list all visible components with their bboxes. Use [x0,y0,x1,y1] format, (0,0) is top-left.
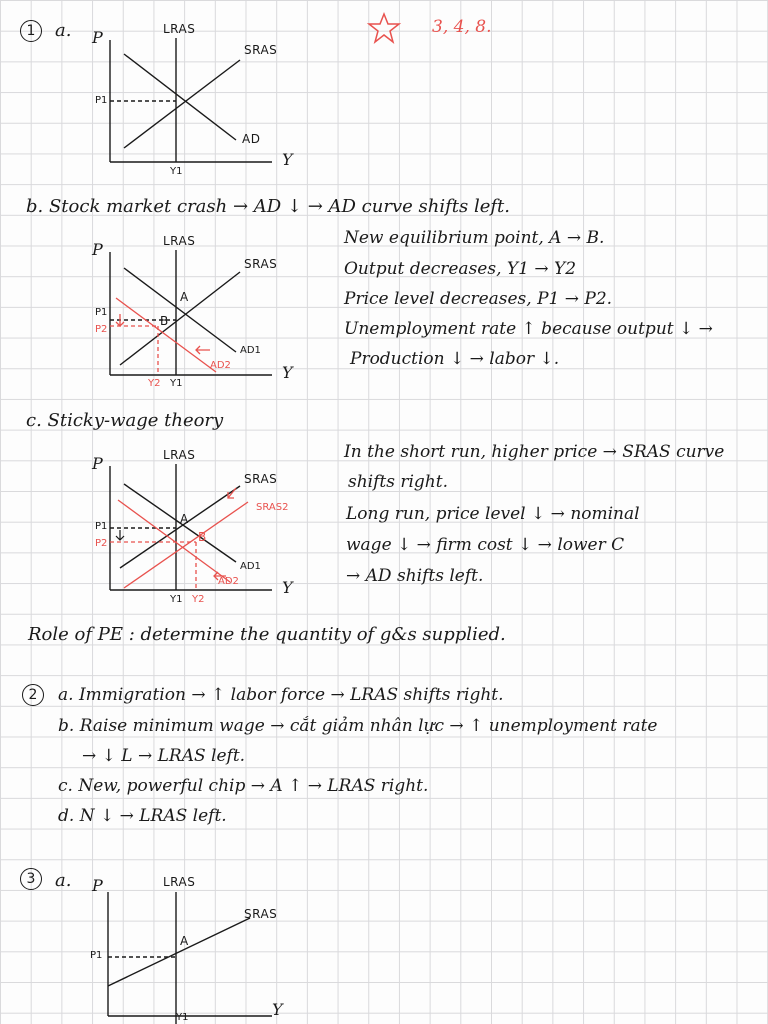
graph-3a-p-label: P [92,876,103,895]
part-c-note-2: shifts right. [348,472,448,492]
part-c-note-1: In the short run, higher price → SRAS curve [344,442,725,462]
graph-1c-ad2-label: AD2 [218,576,239,587]
graph-1a-lras-label: LRAS [163,22,196,36]
q2-item-b: b. Raise minimum wage → cắt giảm nhân lực → ↑ unemployment rate [58,716,658,736]
graph-1c-y2-label: Y2 [192,594,205,605]
q2-item-d: d. N ↓ → LRAS left. [58,806,227,826]
role-of-pe: Role of PE : determine the quantity of g&s supplied. [28,624,506,645]
graph-1c-ad1-label: AD1 [240,561,261,572]
graph-1a-ad-label: AD [242,132,261,146]
graph-1c-sras-label: SRAS [244,472,278,486]
graph-1c-sras2-label: SRAS2 [256,502,289,513]
graph-1a-y-label: Y [282,150,293,169]
graph-1b-point-b: B [160,314,169,328]
q2-item-a: a. Immigration → ↑ labor force → LRAS shifts right. [58,685,504,705]
graph-3a-point-a: A [180,934,189,948]
graph-1b-ad2-label: AD2 [210,360,231,371]
question-number-1: 1 [20,20,42,42]
question-number-2: 2 [22,684,44,706]
graph-3a-p1-label: P1 [90,950,103,961]
graph-1a-y1-label: Y1 [170,166,183,177]
graph-3a-sras-line [108,918,250,986]
graph-1b-point-a: A [180,290,189,304]
part-c-note-5: → AD shifts left. [346,566,484,586]
graph-1c-point-b: B [198,530,207,544]
graph-1c-p-label: P [92,454,103,473]
part-b-heading: b. Stock market crash → AD ↓ → AD curve shifts left. [26,196,510,217]
graph-1b-y1-label: Y1 [170,378,183,389]
part-b-note-4: Unemployment rate ↑ because output ↓ → [344,319,713,339]
q3-part-a-label: a. [55,870,72,891]
star-note: 3, 4, 8. [432,17,492,37]
graph-3a-y1-label: Y1 [176,1012,189,1023]
graph-1c-y1-label: Y1 [170,594,183,605]
part-c-note-4: wage ↓ → firm cost ↓ → lower C [346,535,625,555]
graph-1a-p1-label: P1 [95,95,108,106]
graph-1c-p1-label: P1 [95,521,108,532]
graph-1c-point-a: A [180,512,189,526]
graph-3a-y-label: Y [272,1000,283,1019]
graph-1c-y-label: Y [282,578,293,597]
graph-1b-p2-label: P2 [95,324,108,335]
graph-1a-sras-label: SRAS [244,43,278,57]
part-c-note-3: Long run, price level ↓ → nominal [346,504,640,524]
graph-1b-ad1-label: AD1 [240,345,261,356]
part-b-note-3: Price level decreases, P1 → P2. [344,289,613,309]
graph-1c-p2-label: P2 [95,538,108,549]
graph-1b-sras-label: SRAS [244,257,278,271]
graph-1b-p-label: P [92,240,103,259]
part-c-heading: c. Sticky-wage theory [26,410,224,431]
graph-3a-sras-label: SRAS [244,907,278,921]
q2-item-c: c. New, powerful chip → A ↑ → LRAS right. [58,776,429,796]
q2-item-b-cont: → ↓ L → LRAS left. [82,746,246,766]
part-a-label: a. [55,20,72,41]
graph-1b-p1-label: P1 [95,307,108,318]
question-number-3: 3 [20,868,42,890]
graph-1c-lras-label: LRAS [163,448,196,462]
graph-1b-y2-label: Y2 [148,378,161,389]
graph-3a-lras-label: LRAS [163,875,196,889]
part-b-note-1: New equilibrium point, A → B. [344,228,605,248]
graph-1a-p-label: P [92,28,103,47]
part-b-note-2: Output decreases, Y1 → Y2 [344,259,577,279]
graph-1b-lras-label: LRAS [163,234,196,248]
graph-1b-y-label: Y [282,363,293,382]
part-b-note-5: Production ↓ → labor ↓. [350,349,560,369]
